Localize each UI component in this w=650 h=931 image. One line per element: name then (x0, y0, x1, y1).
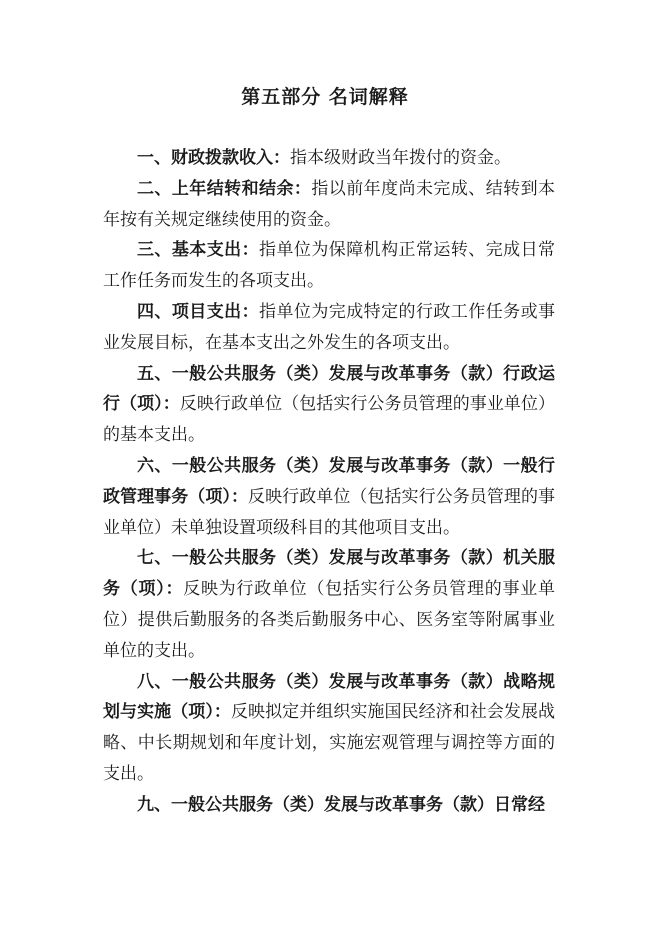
paragraph-project-expenditure (103, 297, 555, 359)
term-definition: 反映拟定并组织实施国民经济和社会发展战略、中长期规划和年度计划，实施宏观管理与调控等方面的支出。 (103, 702, 556, 784)
term-definition: 指以前年度尚未完成、结转到本年按有关规定继续使用的资金。 (103, 178, 556, 230)
paragraph-financial-allocation-income (103, 143, 555, 174)
term-label: 一、财政拨款收入： (137, 148, 290, 168)
term-label: 八、一般公共服务（类）发展与改革事务（款）战略规划与实施（项）： (103, 671, 555, 723)
term-definition: 指单位为保障机构正常运转、完成日常工作任务而发生的各项支出。 (103, 240, 556, 292)
term-label: 七、一般公共服务（类）发展与改革事务（款）机关服务（项）： (103, 548, 555, 600)
term-label: 二、上年结转和结余： (137, 178, 312, 199)
term-definition: 指本级财政当年拨付的资金。 (290, 148, 511, 168)
term-label: 六、一般公共服务（类）发展与改革事务（款）一般行政管理事务（项）： (103, 455, 555, 507)
document-body (103, 143, 555, 821)
paragraph-administrative-operation (103, 359, 555, 451)
term-definition: 反映行政单位（包括实行公务员管理的事业单位）的基本支出。 (103, 394, 556, 446)
paragraph-prior-year-carryover (103, 174, 555, 236)
paragraph-daily-operations-truncated (103, 790, 555, 821)
term-label: 五、一般公共服务（类）发展与改革事务（款）行政运行（项）： (103, 363, 555, 415)
term-label: 九、一般公共服务（类）发展与改革事务（款）日常经 (137, 794, 545, 815)
term-definition: 指单位为完成特定的行政工作任务或事业发展目标，在基本支出之外发生的各项支出。 (103, 301, 556, 353)
term-label: 三、基本支出： (137, 240, 260, 261)
term-definition: 反映行政单位（包括实行公务员管理的事业单位）未单独设置项级科目的其他项目支出。 (103, 486, 556, 538)
paragraph-agency-services (103, 543, 555, 666)
term-definition: 反映为行政单位（包括实行公务员管理的事业单位）提供后勤服务的各类后勤服务中心、医务室等附属事业单位的支出。 (103, 579, 556, 661)
page-title: 第五部分 名词解释 (241, 86, 409, 108)
paragraph-strategic-planning (103, 667, 555, 790)
term-label: 四、项目支出： (137, 301, 260, 322)
paragraph-general-administrative-affairs (103, 451, 555, 543)
paragraph-basic-expenditure (103, 235, 555, 297)
